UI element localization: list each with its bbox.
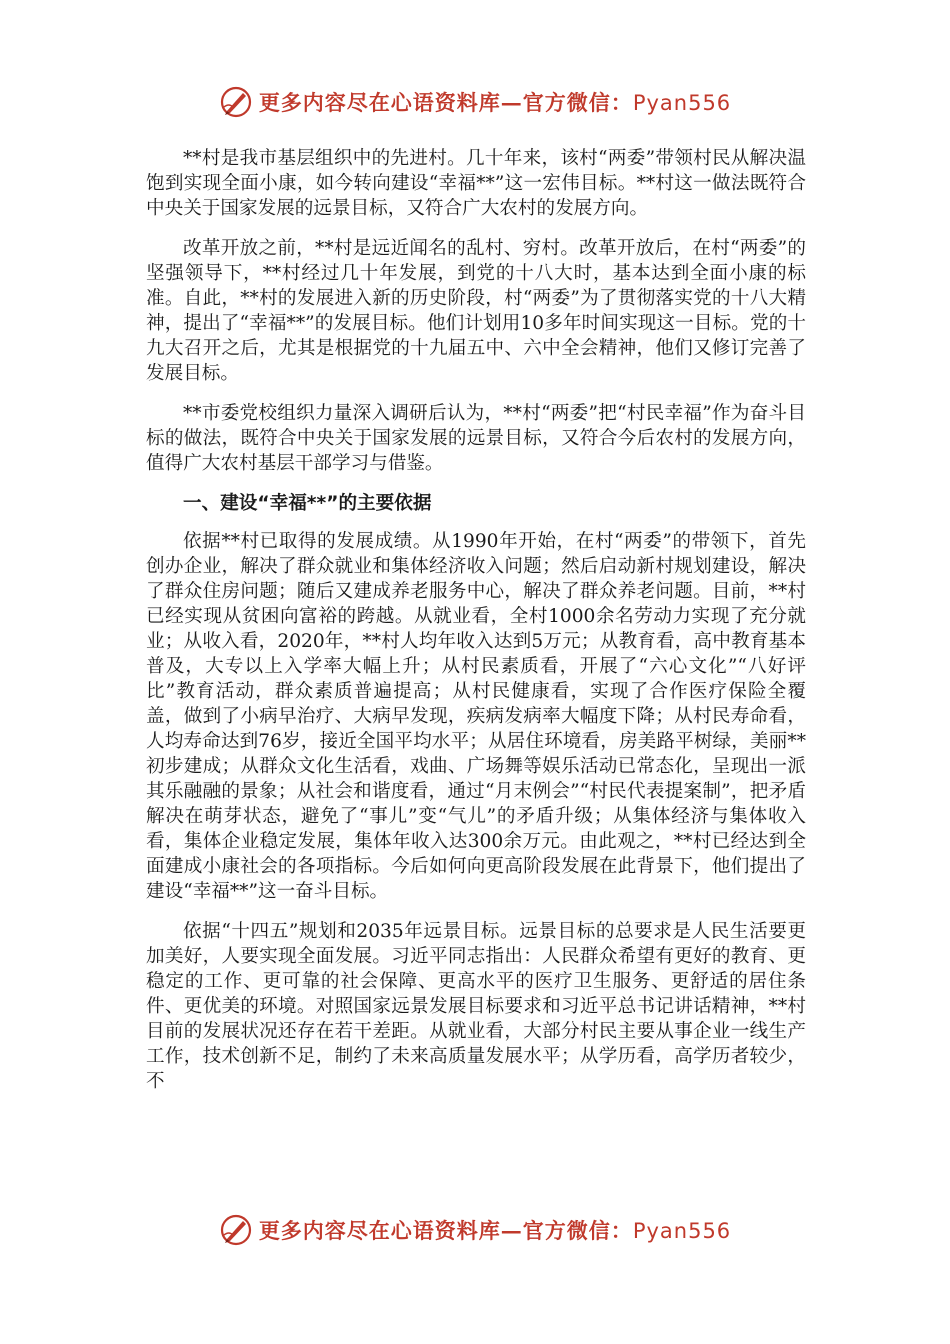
pen-logo-icon xyxy=(219,85,253,119)
footer-banner xyxy=(0,1210,950,1250)
header-brand xyxy=(259,87,731,117)
header-brand-text: 更多内容尽在心语资料库—官方微信： xyxy=(258,90,633,115)
paragraph-intro-1: **村是我市基层组织中的先进村。几十年来，该村“两委”带领村民从解决温饱到实现全面小康，如今转向建设“幸福**”这一宏伟目标。**村这一做法既符合中央关于国家发展的远景目标，又符合广大农村的发展方向。 xyxy=(146,148,806,219)
paragraph-basis-1: 依据**村已取得的发展成绩。从1990年开始，在村“两委”的带领下，首先创办企业，解决了群众就业和集体经济收入问题；然后启动新村规划建设，解决了群众住房问题；随后又建成养老服务中心，解决了群众养老问题。目前，**村已经实现从贫困向富裕的跨越。从就业看，全村1000余名劳动力实现了充分就业；从收入看，2020年，**村人均年收入达到5万元；从教育看，高中教育基本普及，大专以上入学率大幅上升；从村民素质看，开展了“六心文化”“八好评比”教育活动，群众素质普遍提高；从村民健康看，实现了合作医疗保险全覆盖，做到了小病早治疗、大病早发现，疾病发病率大幅度下降；从村民寿命看，人均寿命达到76岁，接近全国平均水平；从居住环境看，房美路平树绿，美丽**初步建成；从群众文化生活看，戏曲、广场舞等娱乐活动已常态化，呈现出一派其乐融融的景象；从社会和谐度看，通过“月末例会”“村民代表提案制”，把矛盾解决在萌芽状态，避免了“事儿”变“气儿”的矛盾升级；从集体经济与集体收入看，集体企业稳定发展，集体年收入达300余万元。由此观之，**村已经达到全面建成小康社会的各项指标。今后如何向更高阶段发展在此背景下，他们提出了建设“幸福**”这一奋斗目标。 xyxy=(146,531,806,902)
pen-logo-icon xyxy=(219,1213,253,1247)
footer-contact: Pyan556 xyxy=(632,1219,732,1243)
header-contact: Pyan556 xyxy=(632,91,732,115)
section-heading: 一、建设“幸福**”的主要依据 xyxy=(183,493,432,514)
footer-brand xyxy=(259,1215,731,1245)
header-banner xyxy=(0,82,950,122)
footer-brand-text: 更多内容尽在心语资料库—官方微信： xyxy=(258,1218,633,1243)
document-body xyxy=(146,146,806,1109)
paragraph-intro-2: 改革开放之前，**村是远近闻名的乱村、穷村。改革开放后，在村“两委”的坚强领导下，**村经过几十年发展，到党的十八大时，基本达到全面小康的标准。自此，**村的发展进入新的历史阶段，村“两委”为了贯彻落实党的十八大精神，提出了“幸福**”的发展目标。他们计划用10多年时间实现这一目标。党的十九大召开之后，尤其是根据党的十九届五中、六中全会精神，他们又修订完善了发展目标。 xyxy=(146,238,806,384)
paragraph-basis-2: 依据“十四五”规划和2035年远景目标。远景目标的总要求是人民生活要更加美好，人要实现全面发展。习近平同志指出：人民群众希望有更好的教育、更稳定的工作、更可靠的社会保障、更高水平的医疗卫生服务、更舒适的居住条件、更优美的环境。对照国家远景发展目标要求和习近平总书记讲话精神，**村目前的发展状况还存在若干差距。从就业看，大部分村民主要从事企业一线生产工作，技术创新不足，制约了未来高质量发展水平；从学历看，高学历者较少，不 xyxy=(146,921,806,1092)
paragraph-intro-3: **市委党校组织力量深入调研后认为，**村“两委”把“村民幸福”作为奋斗目标的做法，既符合中央关于国家发展的远景目标，又符合今后农村的发展方向，值得广大农村基层干部学习与借鉴。 xyxy=(146,403,806,474)
